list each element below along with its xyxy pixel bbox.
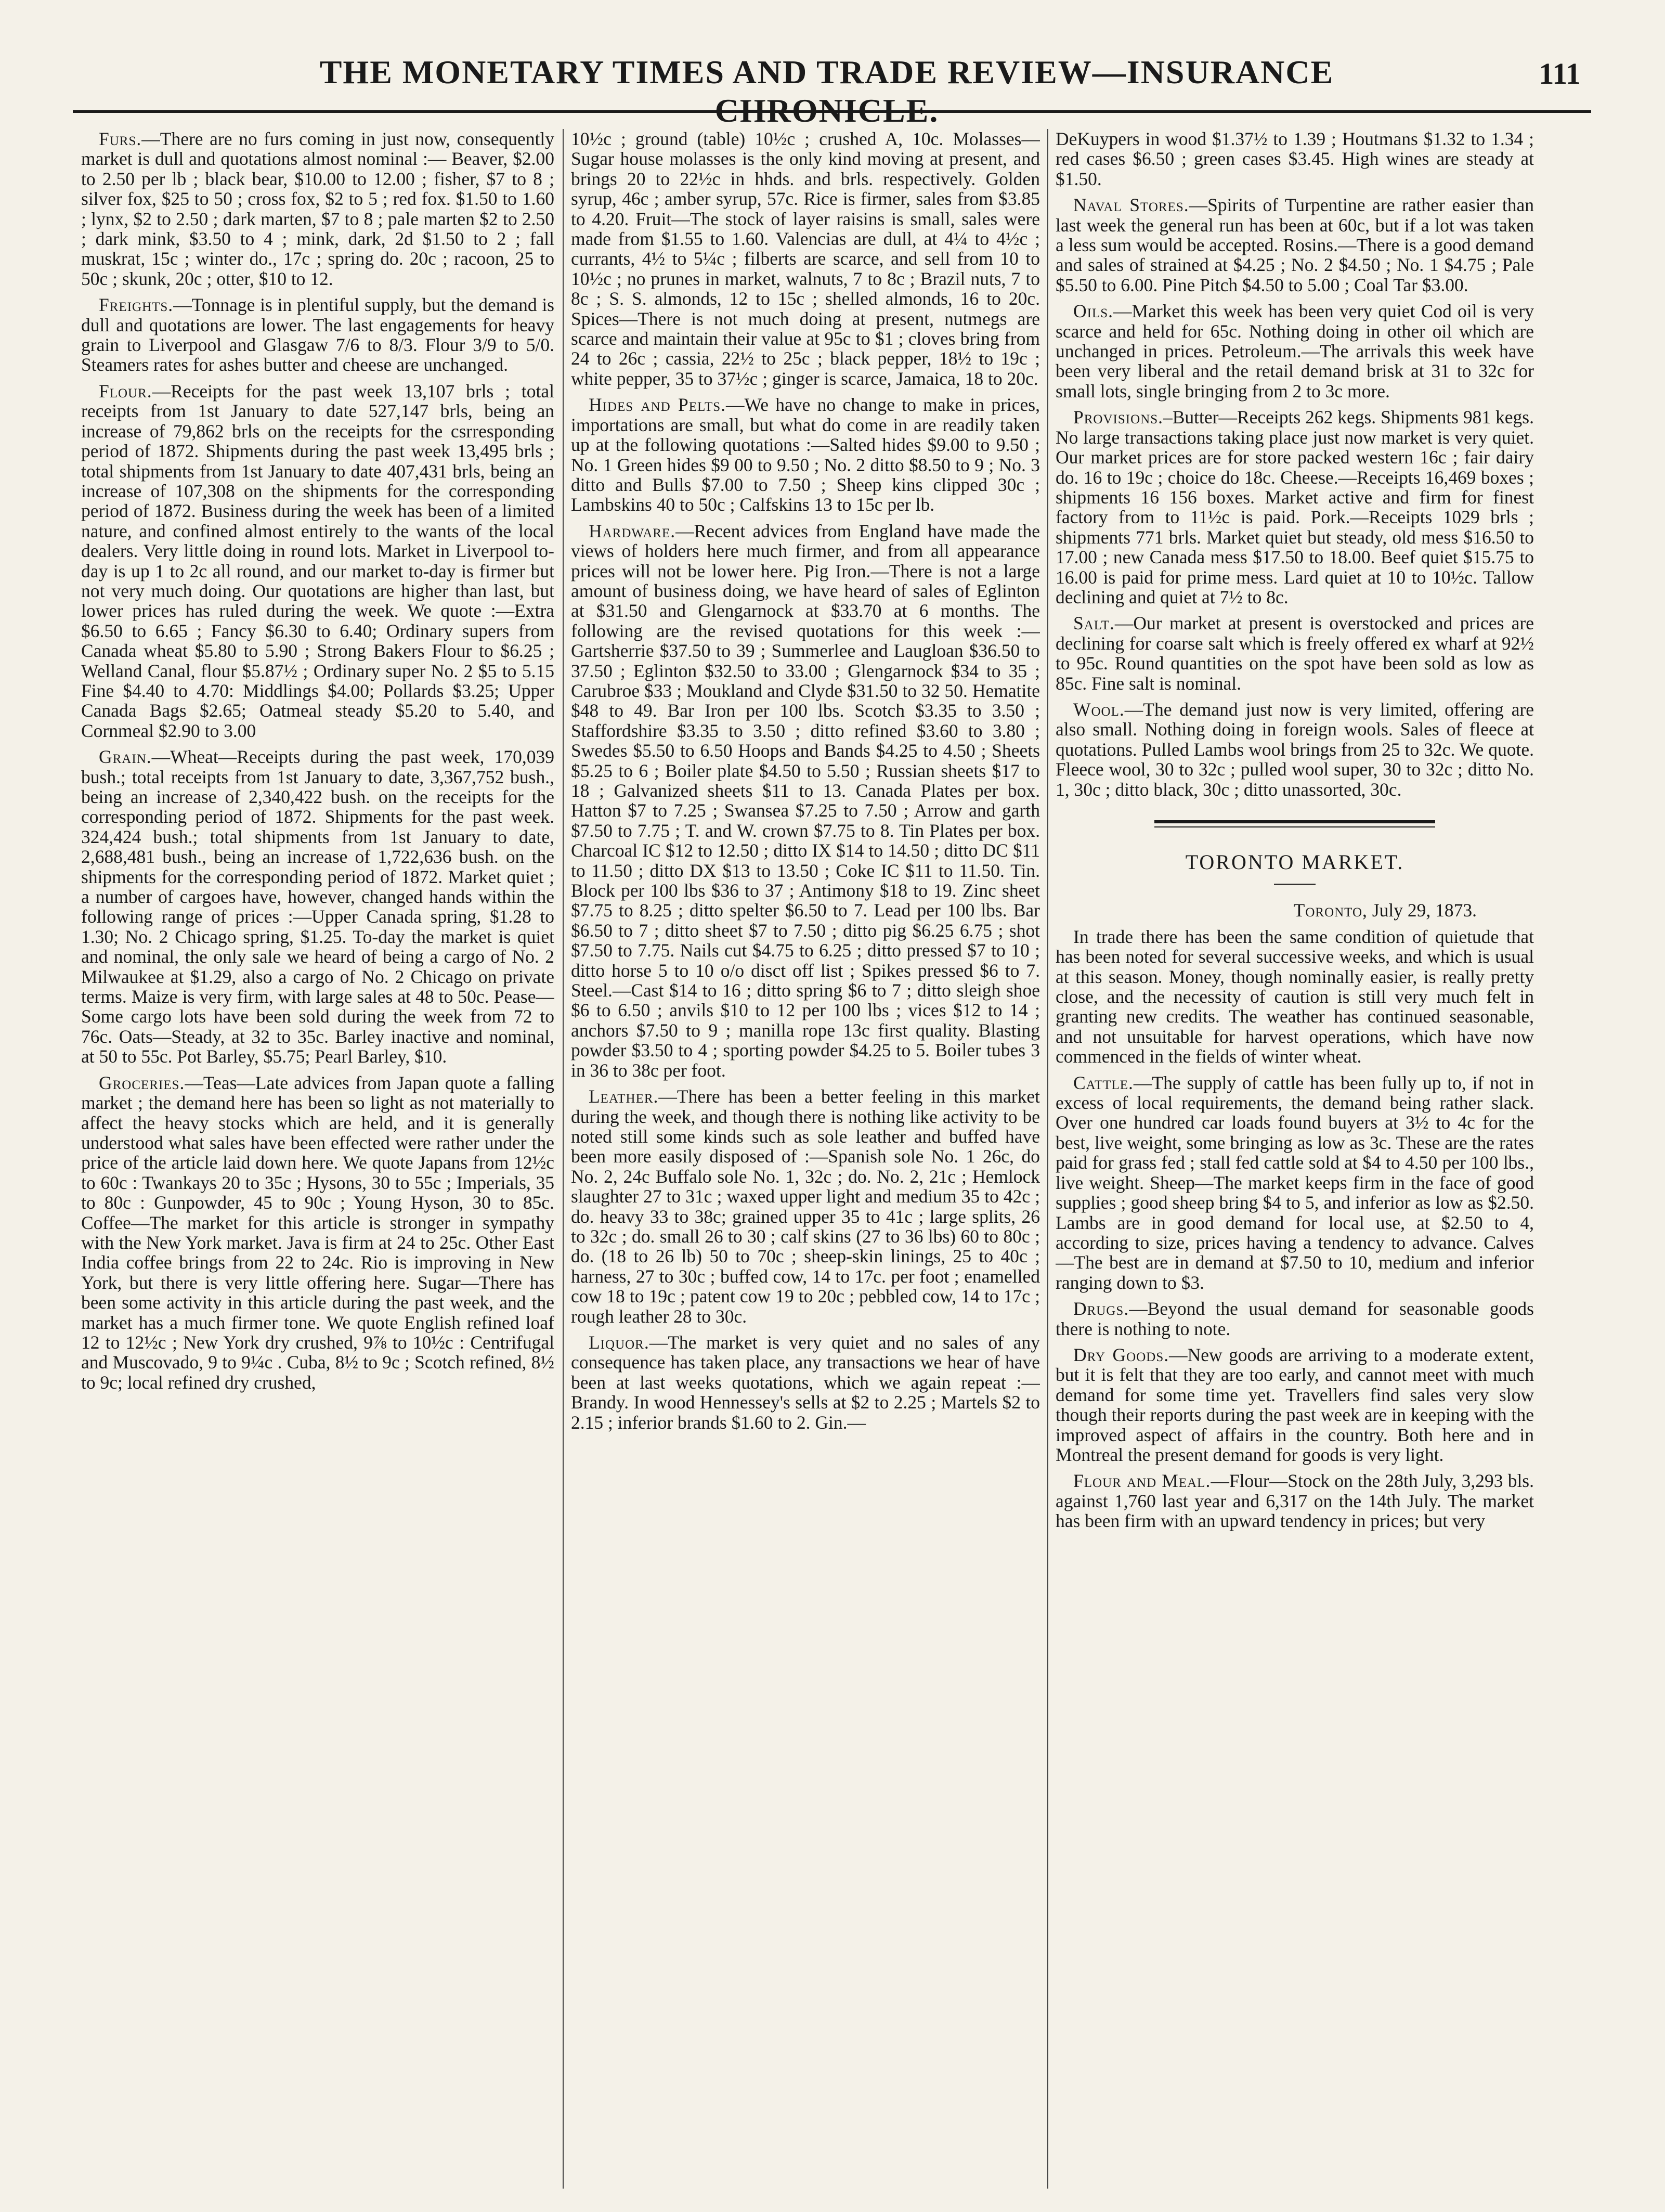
column-rule-1 <box>563 129 564 2189</box>
column-3 <box>1056 129 1534 2189</box>
paragraph-drugs: Drugs.—Beyond the usual demand for seasonable goods there is nothing to note. <box>1056 1298 1534 1339</box>
section-divider-thick <box>1154 820 1435 823</box>
paragraph-groceries-continued: 10½c ; ground (table) 10½c ; crushed A, 10c. Molasses—Sugar house molasses is the only kind moving at present, and brings 20 to 22½c in hhds. and brls. respectively. Golden syrup, 46c ; amber syrup, 57c. Rice is firmer, sales from $3.85 to 4.20. Fruit—The stock of layer raisins is small, sales were made from $1.55 to 1.60. Valencias are dull, at 4¼ to 4½c ; currants, 4½ to 5¼c ; filberts are scarce, and sell from 10 to 10½c ; no prunes in market, walnuts, 7 to 8c ; Brazil nuts, 7 to 8c ; S. S. almonds, 12 to 15c ; shelled almonds, 16 to 20c. Spices—There is not much doing at present, nutmegs are scarce and maintain their value at 95c to $1 ; cloves bring from 24 to 26c ; cassia, 22½ to 25c ; black pepper, 18½ to 19c ; white pepper, 35 to 37½c ; ginger is scarce, Jamaica, 18 to 20c. <box>571 129 1040 389</box>
section-title-toronto-market: TORONTO MARKET. <box>1185 850 1404 874</box>
paragraph-provisions: Provisions.–Butter—Receipts 262 kegs. Shipments 981 kegs. No large transactions taking place just now market is very quiet. Our market prices are for store packed western 16c ; fair dairy do. 16 to 19c ; choice do 18c. Cheese.—Receipts 16,469 boxes ; shipments 16 156 boxes. Market active and firm for finest factory from to 11½c is paid. Pork.—Receipts 1029 brls ; shipments 771 brls. Market quiet but steady, old mess $16.50 to 17.00 ; new Canada mess $17.50 to 18.00. Beef quiet $15.75 to 16.00 is paid for prime mess. Lard quiet at 10 to 10½c. Tallow declining and quiet at 7½ to 8c. <box>1056 407 1534 607</box>
paragraph-hides-and-pelts: Hides and Pelts.—We have no change to make in prices, importations are small, but what do come in are readily taken up at the following quotations :—Salted hides $9.00 to 9.50 ; No. 1 Green hides $9 00 to 9.50 ; No. 2 ditto $8.50 to 9 ; No. 3 ditto and Bulls $7.00 to 7.50 ; Sheep kins clipped 30c ; Lambskins 40 to 50c ; Calfskins 13 to 15c per lb. <box>571 394 1040 515</box>
paragraph-leather: Leather.—There has been a better feeling in this market during the week, and though there is nothing like activity to be noted still some kinds such as sole leather and buffed have been more easily disposed of :—Spanish sole No. 1 26c, do No. 2, 24c Buffalo sole No. 1, 32c ; do. No. 2, 21c ; Hemlock slaughter 27 to 31c ; waxed upper light and medium 35 to 42c ; do. heavy 33 to 38c; grained upper 35 to 41c ; large splits, 26 to 32c ; do. small 26 to 30 ; calf skins (27 to 36 lbs) 60 to 80c ; do. (18 to 26 lb) 50 to 70c ; sheep-skin linings, 25 to 40c ; harness, 27 to 30c ; buffed cow, 14 to 17c. per foot ; enamelled cow 18 to 19c ; patent cow 19 to 20c ; pebbled cow, 14 to 17c ; rough leather 28 to 30c. <box>571 1086 1040 1327</box>
paragraph-cattle: Cattle.—The supply of cattle has been fully up to, if not in excess of local requirements, the demand being rather slack. Over one hundred car loads found buyers at 3½ to 4c for the best, live weight, some bringing as low as 3c. These are the rates paid for grass fed ; stall fed cattle sold at $4 to 4.50 per 100 lbs., live weight. Sheep—The market keeps firm in the face of good supplies ; good sheep bring $4 to 5, and inferior as low as $2.50. Lambs are in good demand for local use, at $2.50 to 4, according to size, prices having a tendency to advance. Calves—The best are in demand at $7.50 to 10, medium and inferior ranging down to $3. <box>1056 1072 1534 1293</box>
paragraph-flour-and-meal: Flour and Meal.—Flour—Stock on the 28th July, 3,293 bls. against 1,760 last year and 6,317 on the 14th July. The market has been firm with an upward tendency in prices; but very <box>1056 1470 1534 1532</box>
column-2 <box>571 129 1040 2189</box>
paragraph-wool: Wool.—The demand just now is very limited, offering are also small. Nothing doing in foreign wools. Sales of fleece at quotations. Pulled Lambs wool brings from 25 to 32c. We quote. Fleece wool, 30 to 32c ; pulled wool super, 30 to 32c ; ditto No. 1, 30c ; ditto black, 30c ; ditto unassorted, 30c. <box>1056 698 1534 800</box>
paragraph-oils: Oils.—Market this week has been very quiet Cod oil is very scarce and held for 65c. Nothing doing in other oil which are unchanged in prices. Petroleum.—The arrivals this week have been very liberal and the retail demand brisk at 31 to 32c for small lots, single bringing from 2 to 3c more. <box>1056 301 1534 402</box>
paragraph-furs: Furs.—There are no furs coming in just now, consequently market is dull and quotations almost nominal :— Beaver, $2.00 to 2.50 per lb ; black bear, $10.00 to 12.00 ; fisher, $7 to 8 ; silver fox, $25 to 50 ; cross fox, $2 to 5 ; red fox. $1.50 to 1.60 ; lynx, $2 to 2.50 ; dark marten, $7 to 8 ; pale marten $2 to 2.50 ; dark mink, $3.50 to 4 ; mink, dark, 2d $1.50 to 2 ; fall muskrat, 15c ; winter do., 17c ; spring do. 20c ; racoon, 25 to 50c ; skunk, 20c ; otter, $10 to 12. <box>81 129 554 289</box>
page-header <box>73 32 1591 129</box>
dateline: Toronto, July 29, 1873. <box>1293 900 1477 921</box>
masthead-title: THE MONETARY TIMES AND TRADE REVIEW—INSURANCE CHRONICLE. <box>319 54 1334 129</box>
paragraph-groceries: Groceries.—Teas—Late advices from Japan quote a falling market ; the demand here has been so light as not materially to affect the heavy stocks which are held, and it is generally understood what sales have been effected were rather under the price of the article laid down here. We quote Japans from 12½c to 60c : Twankays 20 to 35c ; Hysons, 30 to 55c ; Imperials, 35 to 80c : Gunpowder, 45 to 90c ; Young Hyson, 30 to 85c. Coffee—The market for this article is stronger in sympathy with the New York market. Java is firm at 24 to 25c. Other East India coffee brings from 22 to 24c. Rio is improving in New York, but there is very little offering here. Sugar—There has been some activity in this article during the past week, and the market has a much firmer tone. We quote English refined loaf 12 to 12½c ; New York dry crushed, 9⅞ to 10½c : Centrifugal and Muscovado, 9 to 9¼c . Cuba, 8½ to 9c ; Scotch refined, 8½ to 9c; local refined dry crushed, <box>81 1072 554 1393</box>
paragraph-toronto-intro: In trade there has been the same condition of quietude that has been noted for several successive weeks, and which is usual at this season. Money, though nominally easier, is really pretty close, and the necessity of caution is still very much felt in granting new credits. The weather has continued seasonable, and not unsuitable for harvest operations, which have now commenced in the fields of winter wheat. <box>1056 926 1534 1067</box>
paragraph-naval-stores: Naval Stores.—Spirits of Turpentine are rather easier than last week the general run has been at 60c, but if a lot was taken a less sum would be accepted. Rosins.—There is a good demand and sales of strained at $4.25 ; No. 2 $4.50 ; No. 1 $4.75 ; Pale $5.50 to 6.00. Pine Pitch $4.50 to 5.00 ; Coal Tar $3.00. <box>1056 195 1534 295</box>
column-rule-2 <box>1047 129 1048 2189</box>
section-divider-thin <box>1154 826 1435 827</box>
paragraph-liquor-continued: DeKuypers in wood $1.37½ to 1.39 ; Houtmans $1.32 to 1.34 ; red cases $6.50 ; green cases $3.45. High wines are steady at $1.50. <box>1056 129 1534 189</box>
paragraph-liquor: Liquor.—The market is very quiet and no sales of any consequence has taken place, any transactions we hear of have been at last weeks quotations, which we again repeat :—Brandy. In wood Hennessey's sells at $2 to 2.25 ; Martels $2 to 2.15 ; inferior brands $1.60 to 2. Gin.— <box>571 1331 1040 1433</box>
paragraph-salt: Salt.—Our market at present is overstocked and prices are declining for coarse salt which is freely offered ex wharf at 92½ to 95c. Round quantities on the spot have been sold as low as 85c. Fine salt is nominal. <box>1056 613 1534 694</box>
column-1 <box>81 129 554 2189</box>
paragraph-dry-goods: Dry Goods.—New goods are arriving to a moderate extent, but it is felt that they are too early, and cannot meet with much demand for some time yet. Travellers find sales very slow though their reports during the past week are in keeping with the improved aspect of affairs in the country. Both here and in Montreal the present demand for goods is very light. <box>1056 1344 1534 1465</box>
paragraph-freights: Freights.—Tonnage is in plentiful supply, but the demand is dull and quotations are lower. The last engagements for heavy grain to Liverpool and Glasgaw 7/6 to 8/3. Flour 3/9 to 5/0. Steamers rates for ashes butter and cheese are unchanged. <box>81 294 554 376</box>
page-number: 111 <box>1539 57 1581 90</box>
title-underline <box>1274 884 1316 885</box>
paragraph-hardware: Hardware.—Recent advices from England have made the views of holders here much firmer, and from all appearance prices will not be lower here. Pig Iron.—There is not a large amount of business doing, we have heard of sales of Eglinton at $31.50 and Glengarnock at $33.70 at 6 months. The following are the revised quotations for this week :—Gartsherrie $37.50 to 39 ; Summerlee and Laugloan $36.50 to 37.50 ; Eglinton $32.50 to 33.00 ; Glengarnock $34 to 35 ; Carubroe $33 ; Moukland and Clyde $31.50 to 32 50. Hematite $48 to 49. Bar Iron per 100 lbs. Scotch $3.35 to 3.50 ; Staffordshire $3.35 to 3.50 ; ditto refined $3.60 to 3.80 ; Swedes $5.50 to 6.50 Hoops and Bands $4.25 to 4.50 ; Sheets $5.25 to 6 ; Boiler plate $4.50 to 5.50 ; Russian sheets $17 to 18 ; Galvanized sheets $11 to 13. Canada Plates per box. Hatton $7 to 7.25 ; Swansea $7.25 to 7.50 ; Arrow and garth $7.50 to 7.75 ; T. and W. crown $7.75 to 8. Tin Plates per box. Charcoal IC $12 to 12.50 ; ditto IX $14 to 14.50 ; ditto DC $11 to 11.50 ; ditto DX $13 to 13.50 ; Coke IC $11 to 11.50. Tin. Block per 100 lbs $36 to 37 ; Antimony $18 to 19. Zinc sheet $7.75 to 8.25 ; ditto spelter $6.50 to 7. Lead per 100 lbs. Bar $6.50 to 7 ; ditto sheet $7 to 7.50 ; ditto pig $6.25 6.75 ; shot $7.50 to 7.75. Nails cut $4.75 to 6.25 ; ditto pressed $7 to 10 ; ditto horse 5 to 10 o/o disct off list ; Spikes pressed $6 to 7. Steel.—Cast $14 to 16 ; ditto spring $6 to 7 ; ditto sleigh shoe $6 to 6.50 ; anvils $10 to 12 per 100 lbs ; vices $12 to 14 ; anchors $7.50 to 9 ; manilla rope 13c first quality. Blasting powder $3.50 to 4 ; sporting powder $4.25 to 5. Boiler tubes 3 in 36 to 38c per foot. <box>571 520 1040 1081</box>
paragraph-grain: Grain.—Wheat—Receipts during the past week, 170,039 bush.; total receipts from 1st January to date, 3,367,752 bush., being an increase of 2,340,422 bush. on the receipts for the corresponding period of 1872. Shipments for the past week. 324,424 bush.; total shipments from 1st January to date, 2,688,481 bush., being an increase of 1,722,636 bush. on the shipments for the corresponding period of 1872. Market quiet ; a number of cargoes have, however, changed hands within the following range of prices :—Upper Canada spring, $1.28 to 1.30; No. 2 Chicago spring, $1.25. To-day the market is quiet and nominal, the only sale we heard of being a cargo of No. 2 Milwaukee at $1.29, also a cargo of No. 2 Chicago on private terms. Maize is very firm, with large sales at 48 to 50c. Pease—Some cargo lots have been sold during the week from 72 to 76c. Oats—Steady, at 32 to 35c. Barley inactive and nominal, at 50 to 55c. Pot Barley, $5.75; Pearl Barley, $10. <box>81 746 554 1067</box>
paragraph-flour: Flour.—Receipts for the past week 13,107 brls ; total receipts from 1st January to date 527,147 brls, being an increase of 79,862 brls on the receipts for the csrresponding period of 1872. Shipments during the past week 13,495 brls ; total shipments from 1st January to date 407,431 brls, being an increase of 107,308 on the shipments for the corresponding period of 1872. Business during the week has been of a limited nature, and confined almost entirely to the wants of the local dealers. Very little doing in round lots. Market in Liverpool to-day is up 1 to 2c all round, and our market to-day is firmer but not very much doing. Our quotations are higher than last, but lower prices has ruled during the week. We quote :—Extra $6.50 to 6.65 ; Fancy $6.30 to 6.40; Ordinary supers from Canada wheat $5.80 to 5.90 ; Strong Bakers Flour to $6.25 ; Welland Canal, flour $5.87½ ; Ordinary super No. 2 $5 to 5.15 Fine $4.40 to 4.70: Middlings $4.00; Pollards $3.25; Upper Canada Bags $2.65; Oatmeal steady $5.20 to 5.40, and Cornmeal $2.90 to 3.00 <box>81 380 554 741</box>
